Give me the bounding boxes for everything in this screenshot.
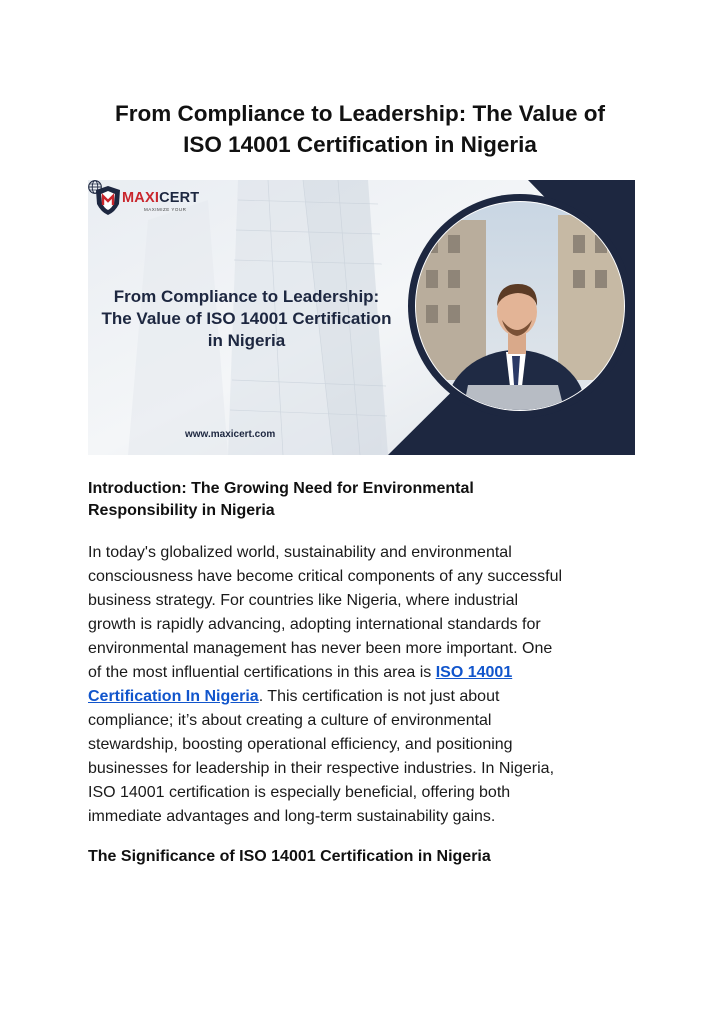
intro-heading-line: Introduction: The Growing Need for Environmental: [88, 480, 474, 497]
paragraph-line: In today's globalized world, sustainability and environmental: [88, 544, 512, 561]
paragraph-line: [88, 661, 658, 685]
globe-icon: [88, 180, 102, 194]
intro-paragraph: [88, 541, 658, 829]
banner-headline-line: The Value of ISO 14001 Certification: [101, 309, 392, 328]
banner-headline-line: From Compliance to Leadership:: [113, 287, 380, 306]
paragraph-line: ISO 14001 certification is especially beneficial, offering both: [88, 784, 511, 801]
paragraph-line: stewardship, boosting operational efficiency, and positioning: [88, 736, 513, 753]
paragraph-text: . This certification is not just about: [258, 688, 500, 705]
banner-website: www.maxicert.com: [185, 429, 276, 440]
document-title-line: ISO 14001 Certification in Nigeria: [183, 132, 537, 157]
paragraph-text: of the most influential certifications in this area is: [88, 664, 436, 681]
banner-headline-line: in Nigeria: [207, 331, 286, 350]
intro-heading: [88, 478, 474, 522]
brand-prefix: MAXI: [122, 190, 160, 206]
iso-14001-certification-link[interactable]: Certification In Nigeria: [88, 688, 259, 705]
intro-heading-line: Responsibility in Nigeria: [88, 502, 275, 519]
paragraph-line: compliance; it’s about creating a culture of environmental: [88, 712, 492, 729]
paragraph-line: environmental management has never been more important. One: [88, 640, 553, 657]
document-title-line: From Compliance to Leadership: The Value of: [114, 101, 606, 126]
paragraph-line: business strategy. For countries like Nigeria, where industrial: [88, 592, 519, 609]
iso-14001-certification-link[interactable]: ISO 14001: [435, 664, 513, 681]
paragraph-line: [88, 685, 658, 709]
paragraph-line: businesses for leadership in their respective industries. In Nigeria,: [88, 760, 555, 777]
brand-logo-text: [122, 190, 199, 206]
paragraph-line: growth is rapidly advancing, adopting international standards for: [88, 616, 541, 633]
significance-heading: The Significance of ISO 14001 Certification in Nigeria: [88, 848, 491, 865]
banner-headline: [88, 286, 405, 352]
brand-suffix: CERT: [159, 190, 200, 206]
brand-tagline: MAXIMIZE YOUR: [144, 207, 187, 212]
paragraph-line: consciousness have become critical components of any successful: [88, 568, 563, 585]
paragraph-line: immediate advantages and long-term sustainability gains.: [88, 808, 496, 825]
banner-image: [88, 180, 635, 455]
document-title: [60, 98, 660, 160]
